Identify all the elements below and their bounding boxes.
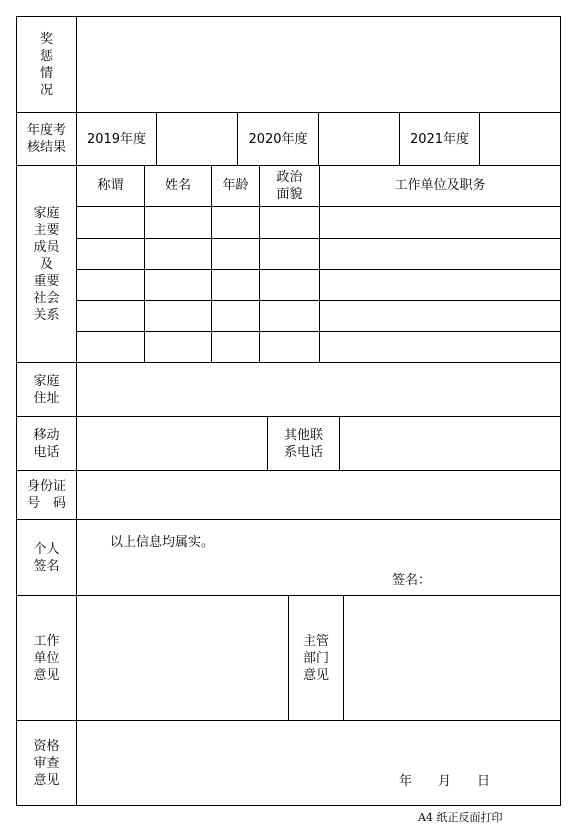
declaration-text: 以上信息均属实。 [110, 535, 215, 550]
id-number-label: 身份证 号 码 [26, 479, 66, 511]
annual-review-label: 年度考 核结果 [26, 123, 66, 155]
home-address-label: 家庭 住址 [33, 373, 60, 406]
col-name-header: 姓名 [164, 178, 191, 193]
dept-opinion-label: 主管 部门 意见 [302, 633, 329, 683]
hline [16, 805, 560, 806]
vline [343, 595, 344, 720]
signature-label: 个人 签名 [33, 541, 60, 574]
vline [144, 165, 145, 362]
hline [76, 269, 560, 270]
year-2020-label: 2020年度 [248, 131, 308, 147]
vline [156, 112, 157, 165]
family-label: 家庭 主要 成员 及 重要 社会 关系 [33, 205, 60, 323]
awards-label: 奖 惩 情 况 [39, 31, 53, 98]
print-note: A4 纸正反面打印 [418, 811, 503, 824]
hline [16, 362, 560, 363]
col-age-header: 年龄 [222, 178, 249, 193]
vline [479, 112, 480, 165]
year-2019-label: 2019年度 [86, 131, 147, 147]
hline [16, 519, 560, 520]
review-opinion-label: 资格 审查 意见 [33, 738, 60, 788]
vline [211, 165, 212, 362]
col-relation-header: 称谓 [97, 178, 124, 193]
hline [76, 206, 560, 207]
hline [16, 720, 560, 721]
hline [16, 16, 560, 17]
year-2021-label: 2021年度 [409, 131, 470, 147]
vline [339, 416, 340, 470]
hline [76, 300, 560, 301]
vline [560, 16, 561, 806]
col-political-header: 政治 面貌 [276, 170, 303, 202]
hline [76, 331, 560, 332]
hline [76, 238, 560, 239]
mobile-label: 移动 电话 [33, 427, 60, 460]
other-phone-label: 其他联 系电话 [283, 427, 323, 460]
hline [16, 470, 560, 471]
date-line: 年 月 日 [399, 774, 491, 789]
col-work-header: 工作单位及职务 [394, 178, 486, 193]
sign-here-label: 签名： [392, 573, 432, 588]
vline [319, 165, 320, 362]
work-opinion-label: 工作 单位 意见 [33, 633, 60, 683]
vline [318, 112, 319, 165]
